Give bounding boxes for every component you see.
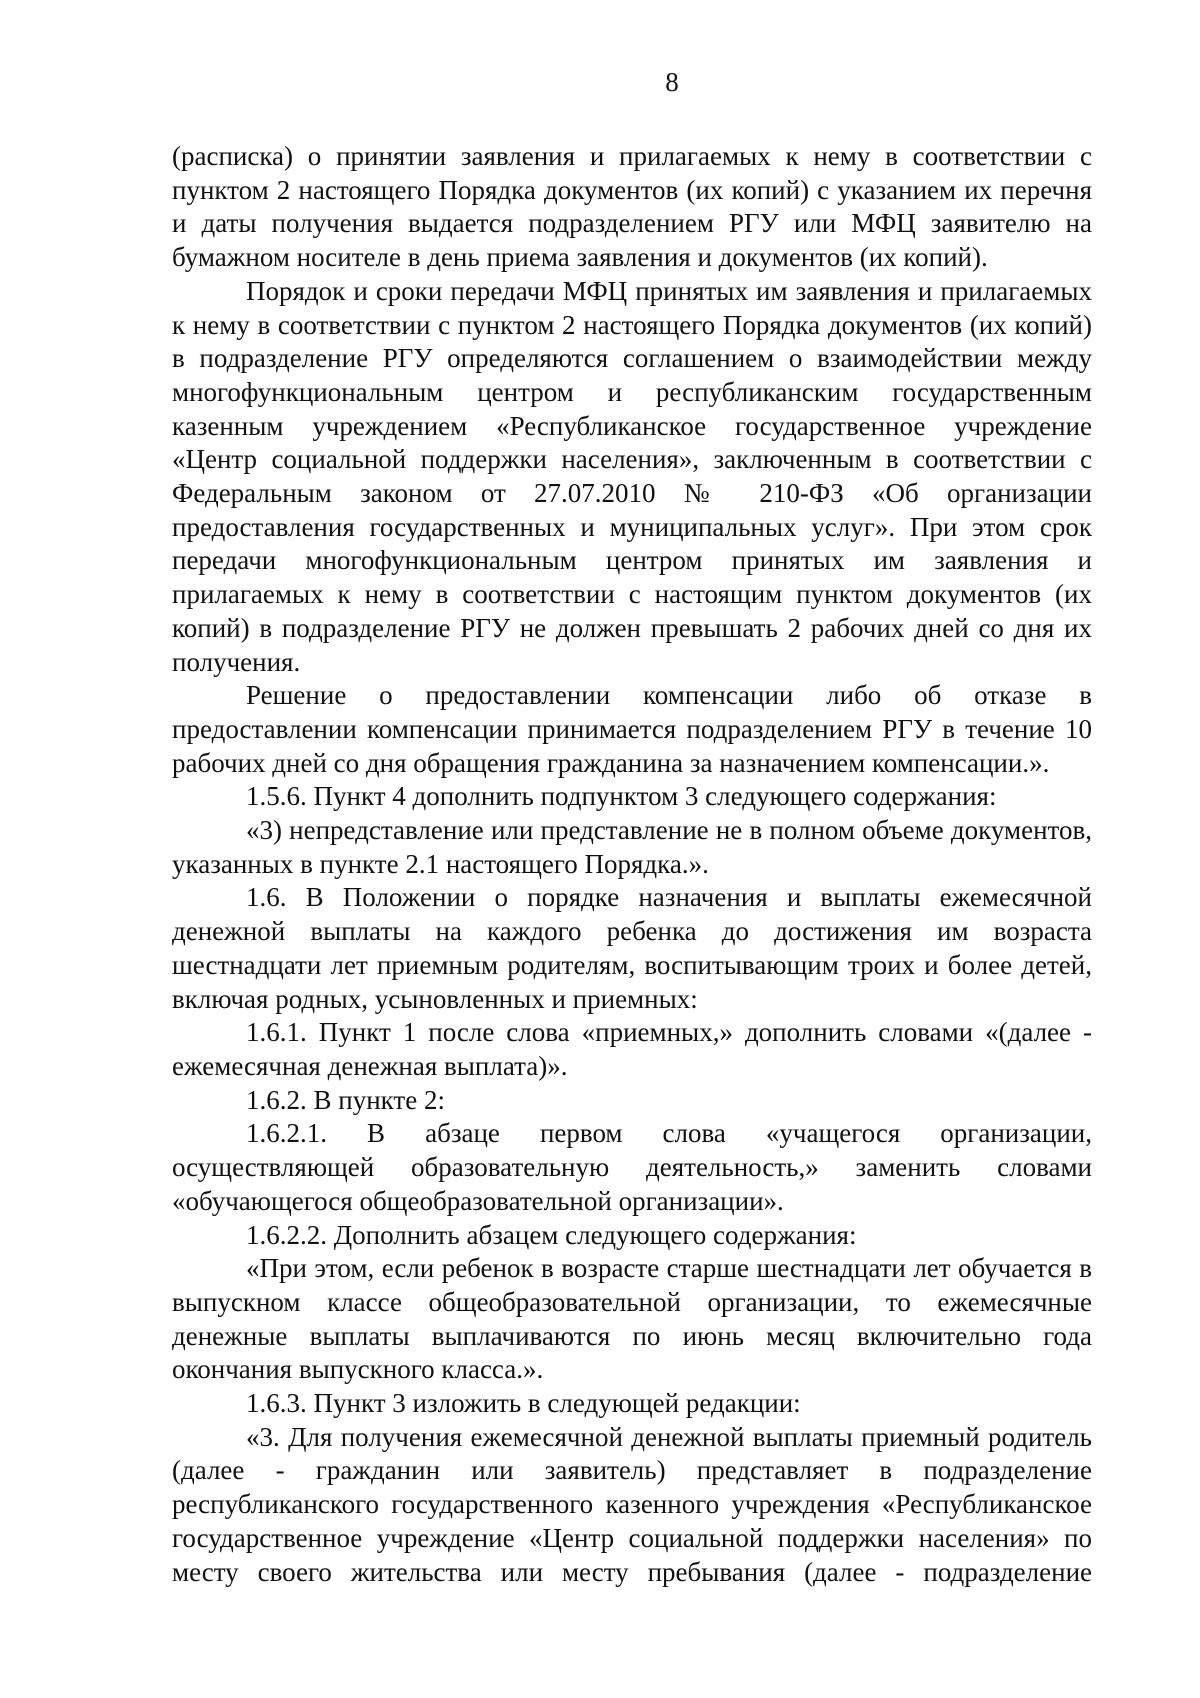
page-number: 8 [665, 67, 679, 97]
paragraph-compensation-decision: Решение о предоставлении компенсации либо об отказе в предоставлении компенсации принимается подразделением РГУ в течение 10 рабочих дней со дня обращения гражданина за назначением компенсации.». [172, 680, 1092, 778]
paragraph-subitem-3: «3) непредставление или представление не в полном объеме документов, указанных в пункте 2.1 настоящего Порядка.». [172, 815, 1092, 879]
paragraph-1-6-2-1: 1.6.2.1. В абзаце первом слова «учащегося организации, осуществляющей образовательную деятельность,» заменить словами «обучающегося общеобразовательной организации». [172, 1118, 1092, 1216]
paragraph-1-6-2: 1.6.2. В пункте 2: [246, 1084, 445, 1115]
paragraph-1-6-3: 1.6.3. Пункт 3 изложить в следующей редакции: [246, 1388, 801, 1419]
paragraph-transfer-procedure: Порядок и сроки передачи МФЦ принятых им заявления и прилагаемых к нему в соответствии с пунктом 2 настоящего Порядка документов (их копий) в подразделение РГУ определяются соглашением о взаимодействии между многофункциональным центром и республиканским государственным казенным учреждением «Республиканское государственное учреждение «Центр социальной поддержки населения», заключенным в соответствии с Федеральным законом от 27.07.2010 № 210-ФЗ «Об организации предоставления государственных и муниципальных услуг». При этом срок передачи многофункциональным центром принятых им заявления и прилагаемых к нему в соответствии с настоящим пунктом документов (их копий) в подразделение РГУ не должен превышать 2 рабочих дней со дня их получения. [172, 275, 1092, 677]
document-body [172, 140, 1092, 1589]
paragraph-1-6-1: 1.6.1. Пункт 1 после слова «приемных,» дополнить словами «(далее - ежемесячная денежная выплата)». [172, 1017, 1092, 1081]
paragraph-graduation-clause: «При этом, если ребенок в возрасте старше шестнадцати лет обучается в выпускном классе общеобразовательной организации, то ежемесячные денежные выплаты выплачиваются по июнь месяц включительно года окончания выпускного класса.». [172, 1253, 1092, 1385]
paragraph-receipt: (расписка) о принятии заявления и прилагаемых к нему в соответствии с пунктом 2 настоящего Порядка документов (их копий) с указанием их перечня и даты получения выдается подразделением РГУ или МФЦ заявителю на бумажном носителе в день приема заявления и документов (их копий). [172, 141, 1092, 273]
paragraph-item-3-text: «3. Для получения ежемесячной денежной выплаты приемный родитель (далее - гражданин или заявитель) представляет в подразделение республиканского государственного казенного учреждения «Республиканское государственное учреждение «Центр социальной поддержки населения» по месту своего жительства или месту пребывания (далее - подразделение [172, 1421, 1092, 1587]
paragraph-1-6-2-2: 1.6.2.2. Дополнить абзацем следующего содержания: [246, 1219, 857, 1250]
paragraph-1-6: 1.6. В Положении о порядке назначения и выплаты ежемесячной денежной выплаты на каждого ребенка до достижения им возраста шестнадцати лет приемным родителям, воспитывающим троих и более детей, включая родных, усыновленных и приемных: [172, 882, 1092, 1014]
paragraph-1-5-6: 1.5.6. Пункт 4 дополнить подпунктом 3 следующего содержания: [246, 781, 997, 812]
